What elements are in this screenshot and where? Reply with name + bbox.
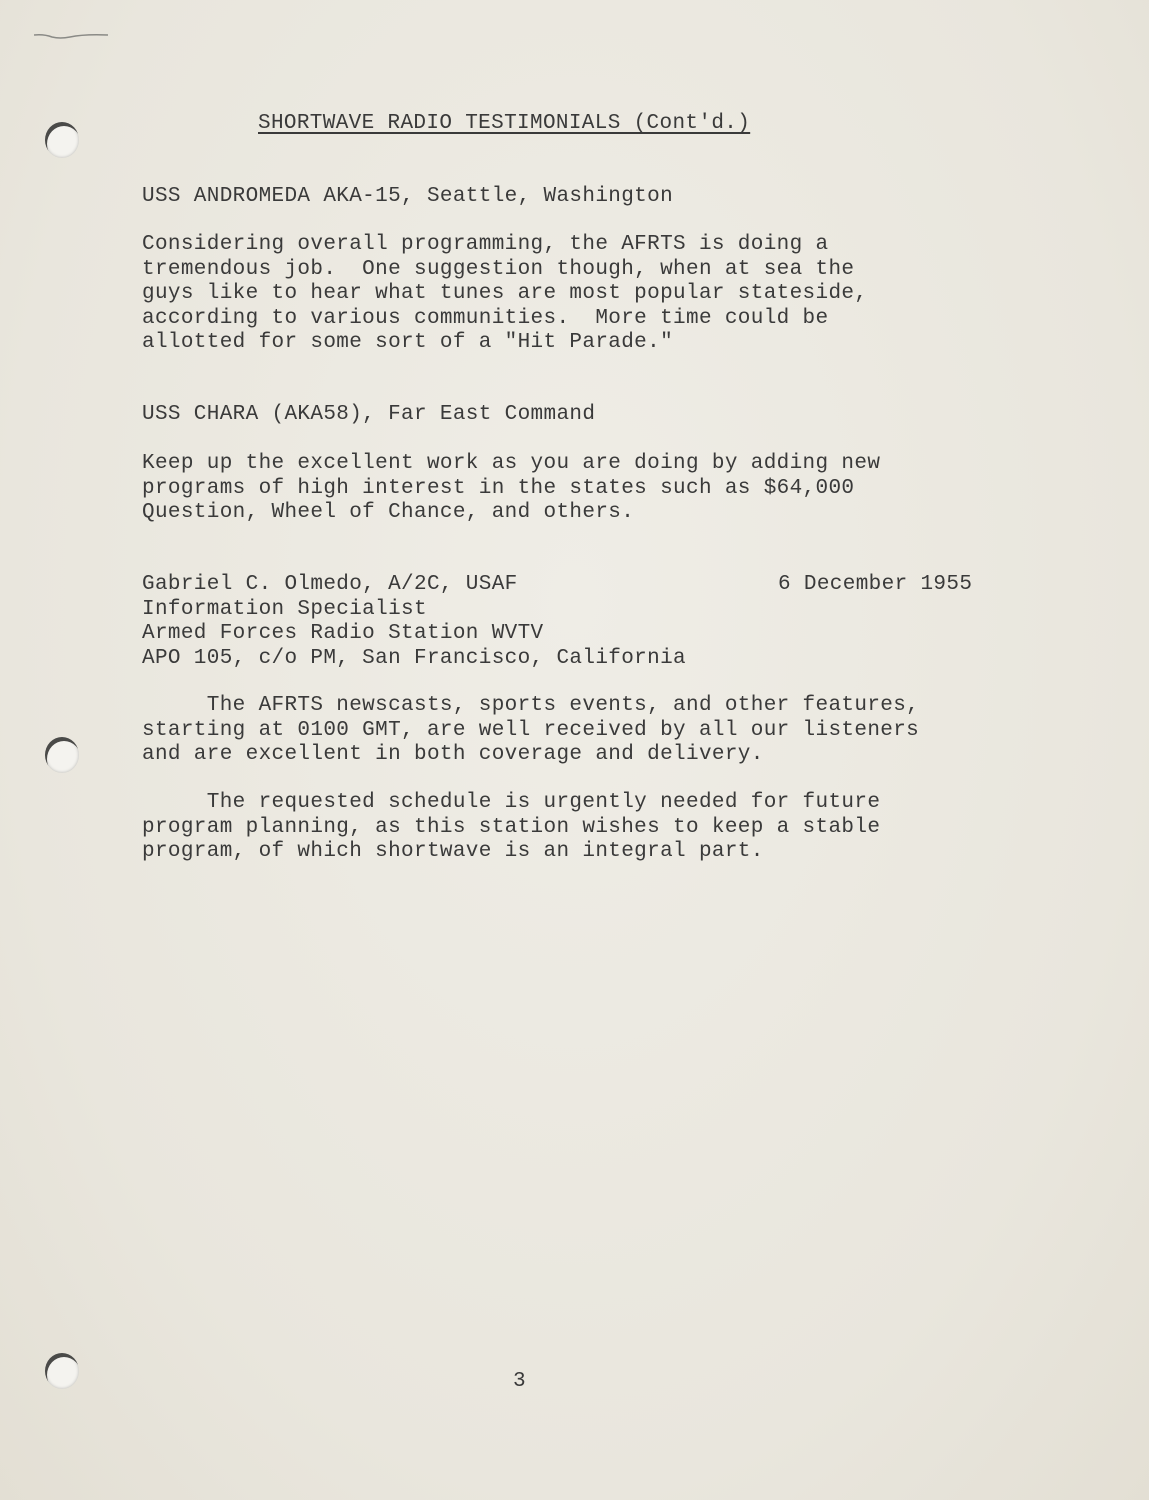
letter-text-line: and are excellent in both coverage and delivery. (142, 743, 764, 766)
entry-heading: USS CHARA (AKA58), Far East Command (142, 403, 596, 426)
entry-heading: USS ANDROMEDA AKA-15, Seattle, Washington (142, 185, 674, 208)
letter-text-line: The AFRTS newscasts, sports events, and other features, (142, 694, 920, 717)
page-number: 3 (513, 1370, 526, 1393)
sender-line: APO 105, c/o PM, San Francisco, California (142, 646, 686, 670)
entry-text-line: guys like to hear what tunes are most popular stateside, (142, 282, 868, 305)
entry-text-line: Question, Wheel of Chance, and others. (142, 501, 635, 524)
letter-text-line: The requested schedule is urgently needed for future (142, 791, 881, 814)
page-title: SHORTWAVE RADIO TESTIMONIALS (Cont'd.) (258, 112, 751, 135)
letter-text-line: starting at 0100 GMT, are well received by all our listeners (142, 718, 920, 742)
punch-hole-middle (45, 737, 79, 773)
sender-line: Gabriel C. Olmedo, A/2C, USAF (142, 573, 518, 596)
letter-date: 6 December 1955 (778, 573, 973, 596)
entry-text-line: Considering overall programming, the AFRTS is doing a (142, 233, 829, 256)
sender-line: Armed Forces Radio Station WVTV (142, 622, 544, 645)
entry-text-line: Keep up the excellent work as you are doing by adding new (142, 452, 881, 475)
letter-text-line: program planning, as this station wishes to keep a stable (142, 815, 881, 839)
entry-text-line: allotted for some sort of a "Hit Parade." (142, 331, 674, 354)
entry-text-line: according to various communities. More time could be (142, 306, 829, 330)
sender-line: Information Specialist (142, 597, 427, 621)
letter-text-line: program, of which shortwave is an integral part. (142, 840, 764, 863)
entry-text-line: tremendous job. One suggestion though, when at sea the (142, 257, 855, 281)
pencil-mark (34, 33, 108, 39)
punch-hole-bottom (45, 1353, 79, 1389)
punch-hole-top (45, 122, 79, 158)
entry-text-line: programs of high interest in the states such as $64,000 (142, 476, 855, 500)
